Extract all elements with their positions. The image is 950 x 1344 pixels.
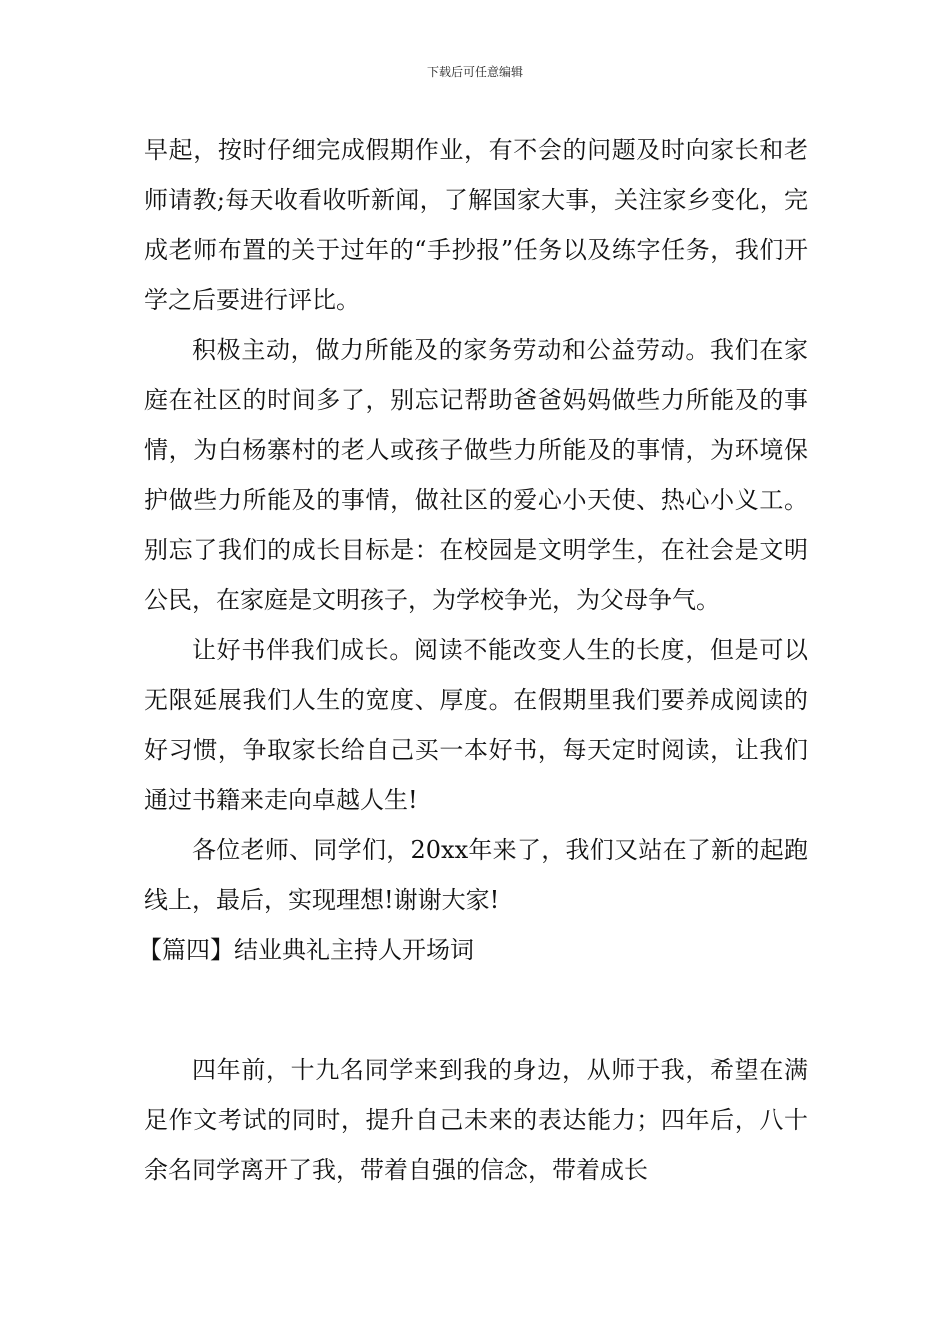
- paragraph-homework: 早起，按时仔细完成假期作业，有不会的问题及时向家长和老师请教;每天收看收听新闻，了解国家大事，关注家乡变化，完成老师布置的关于过年的“手抄报”任务以及练字任务，我们开学之后要进行评比。: [144, 136, 808, 314]
- section-paragraph: 四年前，十九名同学来到我的身边，从师于我，希望在满足作文考试的同时，提升自己未来的表达能力；四年后，八十余名同学离开了我，带着自强的信念，带着成长: [144, 1056, 808, 1184]
- page-header-note: 下载后可任意编辑: [426, 65, 523, 79]
- paragraph-housework: 积极主动，做力所能及的家务劳动和公益劳动。我们在家庭在社区的时间多了，别忘记帮助爸爸妈妈做些力所能及的事情，为白杨寨村的老人或孩子做些力所能及的事情，为环境保护做些力所能及的事情，做社区的爱心小天使、热心小义工。别忘了我们的成长目标是：在校园是文明学生，在社会是文明公民，在家庭是文明孩子，为学校争光，为父母争气。: [144, 336, 808, 614]
- section-heading: 【篇四】结业典礼主持人开场词: [138, 936, 474, 964]
- paragraph-reading: 让好书伴我们成长。阅读不能改变人生的长度，但是可以无限延展我们人生的宽度、厚度。在假期里我们要养成阅读的好习惯，争取家长给自己买一本好书，每天定时阅读，让我们通过书籍来走向卓越人生!: [144, 636, 808, 814]
- section-spacer: [144, 975, 808, 1045]
- paragraph-closing: 各位老师、同学们，20xx年来了，我们又站在了新的起跑线上，最后，实现理想!谢谢大家!: [144, 836, 808, 914]
- document-body: [138, 125, 808, 1195]
